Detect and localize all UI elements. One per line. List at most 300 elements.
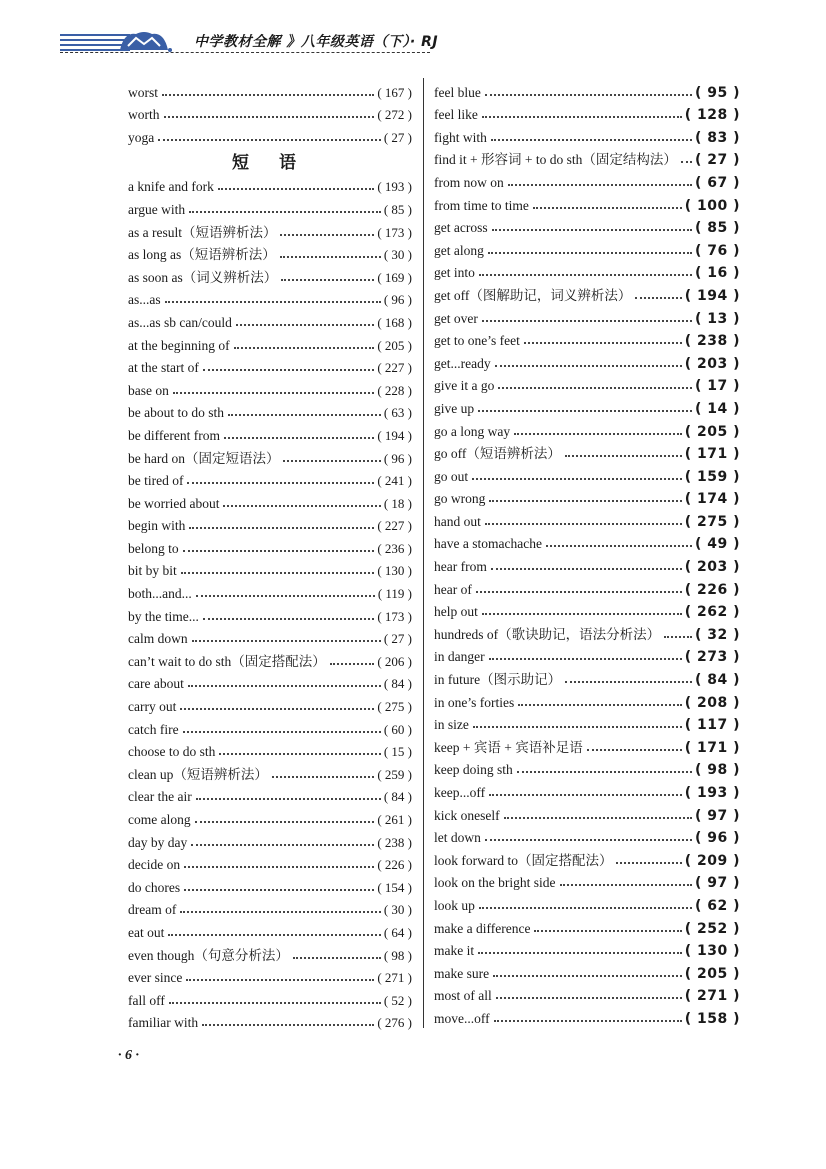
leader-dots: [181, 572, 375, 574]
index-entry: [128, 941, 412, 964]
entry-page: ( 62 ): [694, 897, 740, 914]
index-entry: [128, 828, 412, 851]
entry-term: get over: [434, 310, 478, 326]
entry-term: go off（短语辨析法）: [434, 446, 561, 462]
index-entry: [434, 168, 740, 191]
index-entry: [434, 507, 740, 530]
entry-term: get to one’s feet: [434, 333, 520, 349]
leader-dots: [493, 975, 682, 977]
index-entry: [128, 534, 412, 557]
leader-dots: [472, 478, 682, 480]
entry-page: ( 18 ): [383, 495, 412, 511]
index-entry: [128, 738, 412, 761]
index-entry: [128, 805, 412, 828]
index-entry: [434, 711, 740, 734]
entry-term: hundreds of（歌诀助记，语法分析法）: [434, 626, 661, 642]
entry-page: ( 241 ): [377, 473, 412, 489]
entry-term: let down: [434, 830, 481, 846]
leader-dots: [196, 595, 375, 597]
leader-dots: [587, 749, 682, 751]
leader-dots: [489, 500, 681, 502]
entry-term: be hard on（固定短语法）: [128, 450, 280, 466]
leader-dots: [281, 279, 374, 281]
index-entry: [434, 665, 740, 688]
entry-term: move...off: [434, 1010, 490, 1026]
index-entry: [128, 331, 412, 354]
entry-page: ( 96 ): [383, 450, 412, 466]
entry-term: familiar with: [128, 1015, 199, 1031]
entry-term: look up: [434, 897, 475, 913]
entry-term: day by day: [128, 834, 188, 850]
index-entry: [434, 891, 740, 914]
leader-dots: [534, 930, 681, 932]
index-entry: [434, 1004, 740, 1027]
leader-dots: [546, 545, 692, 547]
entry-term: make sure: [434, 965, 490, 981]
index-entry: [434, 417, 740, 440]
index-entry: [128, 670, 412, 693]
entry-page: ( 238 ): [377, 834, 412, 850]
index-entry: [128, 783, 412, 806]
index-entry: [434, 146, 740, 169]
leader-dots: [478, 952, 682, 954]
entry-term: catch fire: [128, 721, 179, 737]
entry-page: ( 275 ): [684, 513, 740, 530]
index-entry: [128, 376, 412, 399]
leader-dots: [184, 889, 374, 891]
entry-term: hear of: [434, 581, 472, 597]
index-entry: [434, 778, 740, 801]
leader-dots: [491, 568, 682, 570]
entry-term: kick oneself: [434, 807, 500, 823]
entry-term: be different from: [128, 427, 220, 443]
leader-dots: [664, 636, 692, 638]
leader-dots: [498, 387, 692, 389]
leader-dots: [168, 934, 380, 936]
entry-page: ( 173 ): [377, 224, 412, 240]
entry-page: ( 49 ): [694, 536, 740, 553]
leader-dots: [272, 776, 374, 778]
entry-page: ( 130 ): [377, 563, 412, 579]
leader-dots: [189, 527, 374, 529]
entry-page: ( 208 ): [684, 694, 740, 711]
leader-dots: [518, 704, 681, 706]
entry-term: make it: [434, 943, 475, 959]
index-entry: [434, 78, 740, 101]
entry-term: in size: [434, 717, 469, 733]
index-entry: [128, 1009, 412, 1032]
entry-page: ( 85 ): [383, 201, 412, 217]
index-entry: [128, 964, 412, 987]
entry-term: ever since: [128, 970, 183, 986]
index-entry: [434, 327, 740, 350]
index-entry: [128, 986, 412, 1009]
entry-page: ( 173 ): [377, 608, 412, 624]
entry-term: both...and...: [128, 586, 192, 602]
leader-dots: [514, 433, 682, 435]
index-entry: [128, 173, 412, 196]
header-title: 中学教材全解 》八年级英语（下）· RJ: [194, 34, 439, 50]
index-entry: [434, 552, 740, 575]
publisher-logo-icon: [114, 28, 174, 54]
index-entry: [128, 263, 412, 286]
entry-page: ( 100 ): [684, 197, 740, 214]
leader-dots: [162, 94, 374, 96]
index-entry: [128, 286, 412, 309]
entry-term: be about to do sth: [128, 405, 224, 421]
entry-term: as long as（短语辨析法）: [128, 247, 276, 263]
entry-page: ( 275 ): [377, 699, 412, 715]
entry-page: ( 76 ): [694, 242, 740, 259]
entry-term: at the beginning of: [128, 337, 230, 353]
leader-dots: [164, 116, 375, 118]
entry-page: ( 203 ): [684, 559, 740, 576]
leader-dots: [169, 1002, 381, 1004]
entry-term: get into: [434, 265, 475, 281]
index-entry: [128, 692, 412, 715]
entry-term: argue with: [128, 201, 186, 217]
entry-page: ( 96 ): [694, 830, 740, 847]
entry-page: ( 17 ): [694, 378, 740, 395]
entry-term: in danger: [434, 649, 485, 665]
index-entry: [128, 602, 412, 625]
leader-dots: [202, 1024, 374, 1026]
entry-page: ( 171 ): [684, 446, 740, 463]
index-entry: [128, 467, 412, 490]
leader-dots: [330, 663, 375, 665]
entry-page: ( 194 ): [377, 427, 412, 443]
entry-term: feel blue: [434, 84, 481, 100]
entry-term: keep...off: [434, 785, 486, 800]
leader-dots: [473, 726, 682, 728]
index-entry: [128, 123, 412, 146]
entry-page: ( 98 ): [694, 762, 740, 779]
index-entry: [128, 195, 412, 218]
entry-term: give it a go: [434, 378, 495, 394]
entry-page: ( 95 ): [694, 84, 740, 101]
entry-page: ( 227 ): [377, 360, 412, 376]
leader-dots: [491, 139, 692, 141]
leader-dots: [504, 817, 692, 819]
leader-dots: [203, 618, 374, 620]
index-entry: [434, 575, 740, 598]
leader-dots: [195, 821, 375, 823]
entry-page: ( 32 ): [694, 626, 740, 643]
entry-term: as...as: [128, 292, 161, 308]
index-entry: [128, 241, 412, 264]
index-entry: [128, 489, 412, 512]
leader-dots: [280, 234, 374, 236]
index-entry: [434, 801, 740, 824]
index-entry: [128, 918, 412, 941]
entry-term: look on the bright side: [434, 875, 556, 891]
entry-page: ( 158 ): [684, 1010, 740, 1027]
entry-term: hear from: [434, 559, 487, 575]
entry-page: ( 252 ): [684, 920, 740, 937]
entry-term: most of all: [434, 988, 492, 1004]
index-entry: [434, 688, 740, 711]
entry-page: ( 203 ): [684, 355, 740, 372]
leader-dots: [494, 1020, 682, 1022]
leader-dots: [187, 482, 374, 484]
leader-dots: [228, 414, 381, 416]
leader-dots: [482, 116, 682, 118]
index-entry: [434, 214, 740, 237]
index-entry: [128, 557, 412, 580]
leader-dots: [560, 884, 692, 886]
index-entry: [128, 354, 412, 377]
leader-dots: [158, 139, 381, 141]
index-entry: [128, 896, 412, 919]
entry-page: ( 262 ): [684, 604, 740, 621]
entry-page: ( 64 ): [383, 924, 412, 940]
leader-dots: [681, 161, 692, 163]
entry-term: calm down: [128, 631, 188, 647]
entry-term: from time to time: [434, 197, 529, 213]
entry-page: ( 84 ): [694, 672, 740, 689]
entry-page: ( 27 ): [383, 631, 412, 647]
column-divider: [423, 78, 424, 1028]
entry-term: look forward to（固定搭配法）: [434, 852, 613, 868]
entry-term: from now on: [434, 174, 504, 190]
entry-page: ( 276 ): [377, 1015, 412, 1031]
index-entry: [128, 399, 412, 422]
entry-page: ( 84 ): [383, 789, 412, 805]
index-entry: [128, 444, 412, 467]
section-title: 短 语: [232, 152, 308, 173]
leader-dots: [165, 301, 381, 303]
entry-term: belong to: [128, 540, 179, 556]
entry-page: ( 206 ): [377, 653, 412, 669]
index-entry: [434, 440, 740, 463]
entry-term: feel like: [434, 107, 478, 123]
index-entry: [434, 349, 740, 372]
entry-term: go a long way: [434, 423, 511, 439]
entry-page: ( 119 ): [377, 586, 412, 602]
leader-dots: [482, 320, 692, 322]
leader-dots: [524, 342, 682, 344]
entry-page: ( 205 ): [377, 337, 412, 353]
entry-page: ( 272 ): [377, 107, 412, 123]
entry-page: ( 167 ): [377, 84, 412, 100]
entry-term: clear the air: [128, 789, 192, 805]
entry-term: go out: [434, 468, 469, 484]
entry-term: hand out: [434, 513, 481, 529]
index-entry: [128, 218, 412, 241]
entry-page: ( 194 ): [684, 287, 740, 304]
index-entry: [434, 123, 740, 146]
index-entry: [434, 462, 740, 485]
entry-term: by the time...: [128, 608, 199, 624]
entry-page: ( 52 ): [383, 992, 412, 1008]
leader-dots: [192, 640, 381, 642]
entry-page: ( 205 ): [684, 423, 740, 440]
entry-term: find it + 形容词 + to do sth（固定结构法）: [434, 152, 677, 168]
index-entry: [434, 598, 740, 621]
entry-term: a knife and fork: [128, 179, 214, 195]
entry-term: be tired of: [128, 473, 184, 489]
entry-page: ( 85 ): [694, 220, 740, 237]
entry-term: worth: [128, 107, 160, 123]
entry-term: be worried about: [128, 495, 220, 511]
leader-dots: [183, 731, 381, 733]
entry-page: ( 27 ): [694, 152, 740, 169]
index-entry: [128, 579, 412, 602]
entry-page: ( 226 ): [377, 857, 412, 873]
index-entry: [434, 304, 740, 327]
entry-page: ( 130 ): [684, 943, 740, 960]
leader-dots: [180, 708, 374, 710]
entry-page: ( 30 ): [383, 902, 412, 918]
entry-term: go wrong: [434, 491, 486, 507]
index-entry: [434, 846, 740, 869]
entry-page: ( 226 ): [684, 581, 740, 598]
word-list: [128, 78, 412, 146]
left-column: [128, 78, 412, 1031]
entry-page: ( 27 ): [383, 129, 412, 145]
entry-page: ( 96 ): [383, 292, 412, 308]
leader-dots: [495, 365, 682, 367]
leader-dots: [565, 455, 682, 457]
leader-dots: [280, 256, 381, 258]
leader-dots: [219, 753, 380, 755]
entry-page: ( 171 ): [684, 739, 740, 756]
entry-term: fall off: [128, 992, 165, 1008]
entry-term: get off（图解助记，词义辨析法）: [434, 287, 632, 303]
entry-term: fight with: [434, 129, 487, 145]
index-entry: [434, 824, 740, 847]
index-entry: [434, 914, 740, 937]
index-entry: [128, 421, 412, 444]
index-entry: [128, 760, 412, 783]
index-entry: [434, 937, 740, 960]
entry-page: ( 83 ): [694, 129, 740, 146]
index-entry: [128, 512, 412, 535]
entry-term: at the start of: [128, 360, 199, 376]
entry-term: in one’s forties: [434, 694, 515, 710]
leader-dots: [191, 844, 374, 846]
phrase-list-right: [434, 78, 740, 1027]
entry-page: ( 174 ): [684, 491, 740, 508]
index-entry: [434, 869, 740, 892]
leader-dots: [488, 252, 692, 254]
entry-page: ( 16 ): [694, 265, 740, 282]
entry-page: ( 273 ): [684, 649, 740, 666]
leader-dots: [173, 392, 374, 394]
entry-page: ( 15 ): [383, 744, 412, 760]
leader-dots: [180, 911, 380, 913]
entry-term: can’t wait to do sth（固定搭配法）: [128, 653, 326, 669]
leader-dots: [565, 681, 692, 683]
leader-dots: [218, 188, 374, 190]
phrase-list-left: [128, 173, 412, 1032]
entry-page: ( 159 ): [684, 468, 740, 485]
index-entry: [128, 625, 412, 648]
index-entry: [434, 281, 740, 304]
index-entry: [128, 715, 412, 738]
leader-dots: [508, 184, 692, 186]
leader-dots: [183, 550, 375, 552]
entry-page: ( 14 ): [694, 400, 740, 417]
index-entry: [434, 191, 740, 214]
leader-dots: [485, 839, 692, 841]
entry-page: ( 98 ): [383, 947, 412, 963]
entry-page: ( 169 ): [377, 269, 412, 285]
leader-dots: [496, 997, 682, 999]
entry-page: ( 117 ): [684, 717, 740, 734]
leader-dots: [196, 798, 381, 800]
entry-term: dream of: [128, 902, 177, 918]
entry-page: ( 13 ): [694, 310, 740, 327]
index-entry: [128, 308, 412, 331]
entry-term: choose to do sth: [128, 744, 216, 760]
entry-term: worst: [128, 84, 158, 100]
entry-term: as a result（短语辨析法）: [128, 224, 277, 240]
entry-page: ( 227 ): [377, 518, 412, 534]
index-entry: [434, 756, 740, 779]
entry-page: ( 238 ): [684, 333, 740, 350]
leader-dots: [489, 794, 682, 796]
leader-dots: [234, 347, 375, 349]
header-rule: [60, 52, 430, 53]
entry-page: ( 60 ): [383, 721, 412, 737]
entry-term: get along: [434, 242, 484, 258]
entry-term: decide on: [128, 857, 181, 873]
entry-page: ( 261 ): [377, 812, 412, 827]
entry-term: carry out: [128, 699, 177, 715]
entry-term: base on: [128, 382, 169, 398]
leader-dots: [482, 613, 682, 615]
leader-dots: [616, 862, 681, 864]
index-entry: [434, 394, 740, 417]
leader-dots: [517, 771, 692, 773]
entry-term: in future（图示助记）: [434, 672, 562, 688]
index-entry: [128, 851, 412, 874]
entry-page: ( 168 ): [377, 314, 412, 330]
leader-dots: [203, 369, 374, 371]
leader-dots: [479, 274, 692, 276]
page-number: · 6 ·: [118, 1048, 139, 1063]
index-entry: [434, 485, 740, 508]
entry-term: get...ready: [434, 355, 491, 371]
leader-dots: [485, 523, 682, 525]
leader-dots: [533, 207, 682, 209]
entry-term: make a difference: [434, 920, 531, 936]
leader-dots: [189, 211, 381, 213]
index-entry: [434, 982, 740, 1005]
entry-term: care about: [128, 676, 184, 692]
entry-page: ( 128 ): [684, 107, 740, 124]
entry-page: ( 193 ): [684, 785, 740, 801]
index-entry: [434, 236, 740, 259]
entry-term: do chores: [128, 879, 181, 895]
entry-term: as...as sb can/could: [128, 314, 232, 330]
entry-page: ( 205 ): [684, 965, 740, 982]
entry-page: ( 84 ): [383, 676, 412, 692]
entry-term: get across: [434, 220, 488, 236]
entry-term: yoga: [128, 129, 155, 145]
entry-page: ( 193 ): [377, 179, 412, 195]
index-entry: [128, 78, 412, 101]
entry-term: help out: [434, 604, 478, 620]
leader-dots: [186, 979, 374, 981]
leader-dots: [485, 94, 692, 96]
index-entry: [434, 101, 740, 124]
entry-page: ( 271 ): [684, 988, 740, 1005]
leader-dots: [293, 957, 381, 959]
index-entry: [128, 647, 412, 670]
index-entry: [128, 873, 412, 896]
